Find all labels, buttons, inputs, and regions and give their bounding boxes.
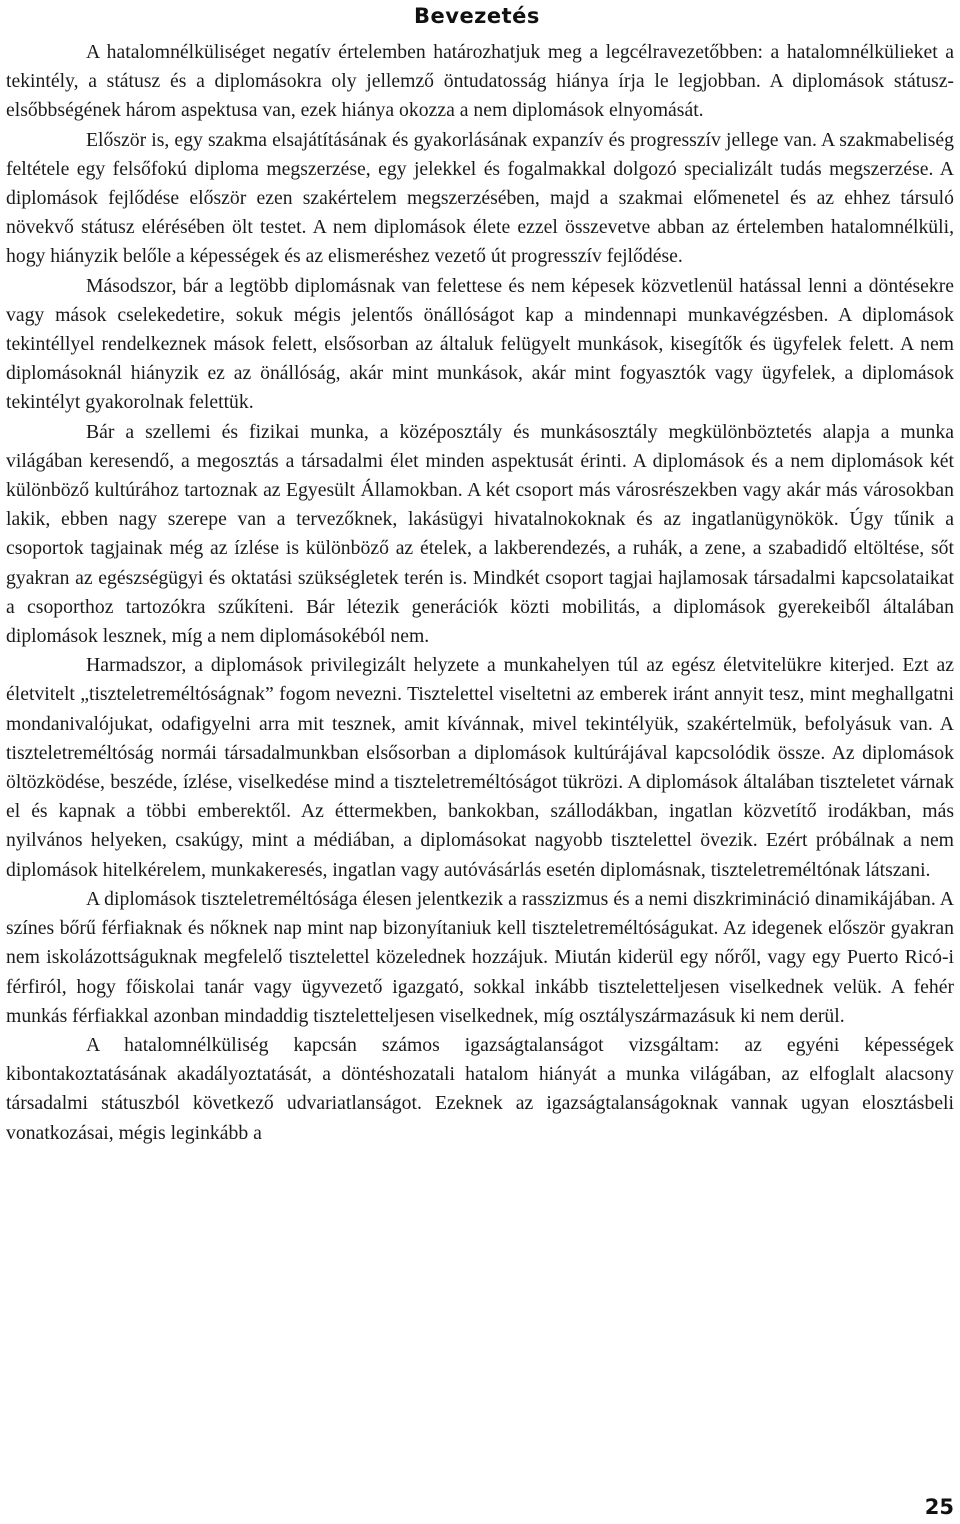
body-text (6, 38, 954, 1148)
page-number: 25 (924, 1495, 954, 1519)
paragraph: A diplomások tiszteletreméltósága élesen jelentkezik a rasszizmus és a nemi diszkrimináció dinamikájában. A színes bőrű férfiaknak és nőknek nap mint nap bizonyítaniuk kell tiszteletreméltóságukat. Az idegenek először gyakran nem iskolázottságuknak megfelelő tisztelettel közelednek hozzájuk. Miután kiderül egy nőről, vagy egy Puerto Ricó-i férfiról, hogy főiskolai tanár vagy ügyvezető igazgató, sokkal inkább tiszteletteljesen viselkednek velük. A fehér munkás férfiakkal azonban mindaddig tiszteletteljesen viselkednek, míg osztályszármazásuk ki nem derül. (6, 887, 954, 1027)
paragraph: Bár a szellemi és fizikai munka, a középosztály és munkásosztály megkülönböztetés alapja a munka világában keresendő, a megosztás a társadalmi élet minden aspektusát érinti. A diplomások és a nem diplomások két különböző kultúrához tartoznak az Egyesült Államokban. A két csoport más városrészekben vagy akár más városokban lakik, ebben nagy szerepe van a tervezőknek, lakásügyi hivatalnokoknak és az ingatlanügynökök. Úgy tűnik a csoportok tagjainak még az ízlése is különböző az ételek, a lakberendezés, a ruhák, a zene, a szabadidő eltöltése, sőt gyakran az egészségügyi és oktatási szükségletek terén is. Mindkét csoport tagjai hajlamosak társadalmi kapcsolataikat a csoporthoz tartozókra szűkíteni. Bár létezik generációk közti mobilitás, a diplomások gyerekeiből általában diplomások lesznek, míg a nem diplomásokéból nem. (6, 420, 954, 648)
paragraph: Először is, egy szakma elsajátításának és gyakorlásának expanzív és progresszív jellege van. A szakmabeliség feltétele egy felsőfokú diploma megszerzése, egy jelekkel és fogalmakkal dolgozó specializált tudás megszerzése. A diplomások fejlődése először ezen szakértelem megszerzésében, majd a szakmai előmenetel és az ehhez társuló növekvő státusz elérésében ölt testet. A nem diplomások élete ezzel összevetve abban az értelemben hatalomnélküli, hogy hiányzik belőle a képességek és az elismeréshez vezető út progresszív fejlődése. (6, 128, 954, 268)
paragraph: Másodszor, bár a legtöbb diplomásnak van felettese és nem képesek közvetlenül hatással lenni a döntésekre vagy mások cselekedetire, sokuk mégis jelentős önállóságot kap a mindennapi munkavégzésben. A diplomások tekintéllyel rendelkeznek mások felett, elsősorban az általuk felügyelt munkások, kisegítők és ügyfelek felett. A nem diplomásoknál hiányzik ez az önállóság, akár mint munkások, akár mint fogyasztók vagy ügyfelek, a diplomások tekintélyt gyakorolnak felettük. (6, 274, 954, 414)
paragraph: A hatalomnélküliség kapcsán számos igazságtalanságot vizsgáltam: az egyéni képességek kibontakoztatásának akadályoztatását, a döntéshozatali hatalom hiányát a munka világában, az elfoglalt alacsony társadalmi státuszból következő udvariatlanságot. Ezeknek az igazságtalanságoknak vannak ugyan elosztásbeli vonatkozásai, mégis leginkább a (6, 1033, 954, 1144)
paragraph: A hatalomnélküliséget negatív értelemben határozhatjuk meg a legcélravezetőbben: a hatalomnélkülieket a tekintély, a státusz és a diplomásokra oly jellemző öntudatosság hiánya írja le legjobban. A diplomások státusz-elsőbbségének három aspektusa van, ezek hiánya okozza a nem diplomások elnyomását. (6, 41, 954, 122)
section-heading: Bevezetés (414, 4, 540, 28)
paragraph: Harmadszor, a diplomások privilegizált helyzete a munkahelyen túl az egész életvitelükre kiterjed. Ezt az életvitelt „tiszteletreméltóságnak” fogom nevezni. Tisztelettel viseltetni az emberek iránt annyit tesz, mint meghallgatni mondanivalójukat, odafigyelni arra mit tesznek, amit kívánnak, mivel tekintélyük, szakértelmük, befolyásuk van. A tiszteletreméltóság normái társadalmunkban elsősorban a diplomások kultúrájával kapcsolódik össze. Az diplomások öltözködése, beszéde, ízlése, viselkedése mind a tiszteletreméltóságot tükrözi. A diplomások általában tiszteletet várnak el és kapnak a többi emberektől. Az éttermekben, bankokban, szállodákban, ingatlan közvetítő irodákban, más nyilvános helyeken, csakúgy, mint a médiában, a diplomásokat nagyobb tisztelettel övezik. Ezért próbálnak a nem diplomások hitelkérelem, munkakeresés, ingatlan vagy autóvásárlás esetén diplomásnak, tiszteletreméltónak látszani. (6, 654, 954, 881)
